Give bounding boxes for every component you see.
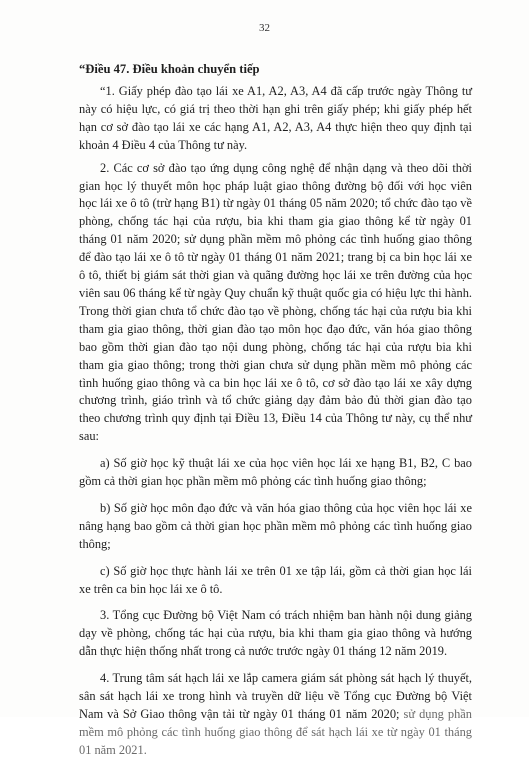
paragraph-2a: a) Số giờ học kỹ thuật lái xe của học viên học lái xe hạng B1, B2, C bao gồm cả thời gian học phần mềm mô phỏng các tình huống giao thông; <box>79 456 472 489</box>
paragraph-2b: b) Số giờ học môn đạo đức và văn hóa giao thông của học viên học lái xe nâng hạng bao gồm cả thời gian học phần mềm mô phỏng các tình huống giao thông; <box>79 500 472 551</box>
paragraph-4-faded: sử dụng phần mềm mô phỏng các tình huống giao thông để sát hạch lái xe từ ngày 01 tháng 01 năm 2021. <box>79 707 472 757</box>
paragraph-4-main: 4. Trung tâm sát hạch lái xe lắp camera giám sát phòng sát hạch lý thuyết, sân sát hạch lái xe trong hình và truyền dữ liệu về Tổng cục Đường bộ Việt Nam và Sở Giao thông vận tải từ ngày 01 tháng 01 năm 2020; <box>79 671 472 721</box>
paragraph-1: “1. Giấy phép đào tạo lái xe A1, A2, A3, A4 đã cấp trước ngày Thông tư này có hiệu lực, có giá trị theo thời hạn ghi trên giấy phép; khi giấy phép hết hạn cơ sở đào tạo lái xe các hạng A1, A2, A3, A4 thực hiện theo quy định tại khoản 4 Điều 4 của Thông tư này. <box>79 84 472 152</box>
paragraph-4 <box>79 670 472 760</box>
paragraph-2: 2. Các cơ sở đào tạo ứng dụng công nghệ để nhận dạng và theo dõi thời gian học lý thuyết môn học pháp luật giao thông đường bộ đối với học viên học lái xe ô tô (trừ hạng B1) từ ngày 01 tháng 05 năm 2020; tổ chức đào tạo về phòng, chống tác hại của rượu, bia khi tham gia giao thông kể từ ngày 01 tháng 01 năm 2020; sử dụng phần mềm mô phỏng các tình huống giao thông để đào tạo lái xe ô tô từ ngày 01 tháng 01 năm 2021; trang bị ca bin học lái xe ô tô, thiết bị giám sát thời gian và quãng đường học lái xe trên đường của học viên sau 06 tháng kể từ ngày Quy chuẩn kỹ thuật quốc gia có hiệu lực thi hành. Trong thời gian chưa tổ chức đào tạo về phòng, chống tác hại của rượu bia khi tham gia giao thông, thời gian đào tạo môn học đạo đức, văn hóa giao thông bao gồm thời gian đào tạo nội dung phòng, chống tác hại của rượu bia khi tham gia giao thông; trong thời gian chưa sử dụng phần mềm mô phỏng các tình huống giao thông và ca bin học lái xe ô tô, cơ sở đào tạo lái xe xây dựng chương trình, giáo trình và tổ chức giảng dạy đảm bảo đủ thời gian đào tạo theo chương trình quy định tại Điều 13, Điều 14 của Thông tư này, cụ thể như sau: <box>79 160 472 444</box>
paragraph-3: 3. Tổng cục Đường bộ Việt Nam có trách nhiệm ban hành nội dung giảng dạy về phòng, chống tác hại của rượu, bia khi tham gia giao thông và hướng dẫn thực hiện thống nhất trong cả nước trước ngày 01 tháng 12 năm 2019. <box>79 608 472 659</box>
page-number: 32 <box>259 22 270 34</box>
document-body <box>79 60 472 765</box>
paragraph-2c: c) Số giờ học thực hành lái xe trên 01 xe tập lái, gồm cả thời gian học lái xe trên ca bin học lái xe ô tô. <box>79 563 472 596</box>
article-heading: “Điều 47. Điều khoản chuyển tiếp <box>79 62 260 76</box>
